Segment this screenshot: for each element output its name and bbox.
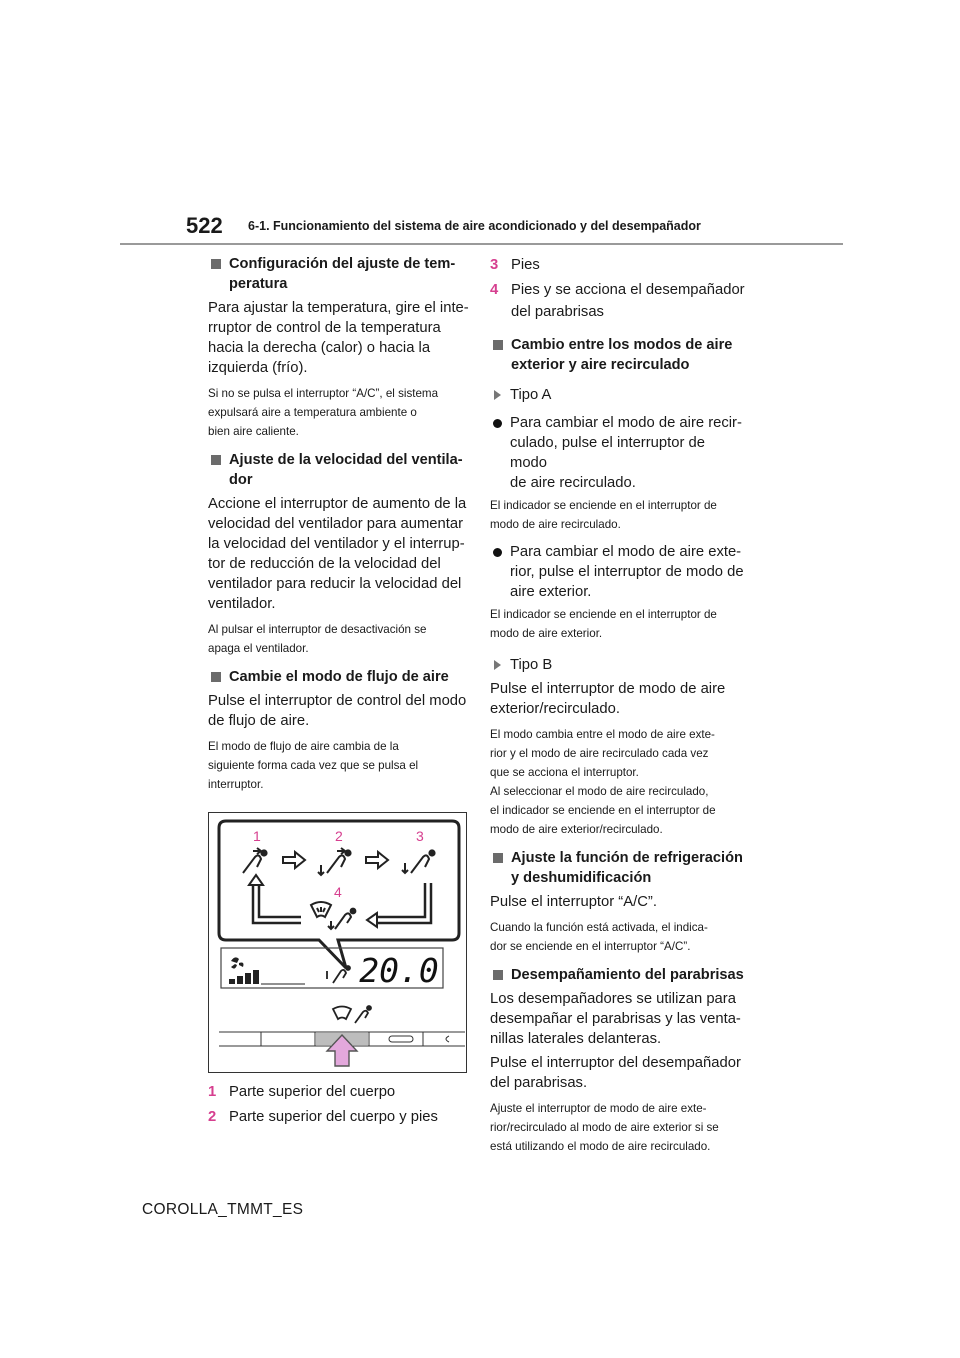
- mode-item-2: 2 Parte superior del cuerpo y pies: [208, 1109, 438, 1125]
- type-b-label: Tipo B: [490, 655, 746, 675]
- heading-fan-speed: Ajuste de la velocidad del ventila- dor: [208, 450, 470, 490]
- running-head: 6-1. Funcionamiento del sistema de aire acondicionado y del desempañador: [248, 219, 701, 233]
- defog-text-2: Pulse el interruptor del desempañador del parabrisas.: [490, 1055, 741, 1091]
- heading-defog: Desempañamiento del parabrisas: [490, 965, 746, 985]
- temperature-readout: 20.0: [359, 951, 439, 990]
- label-4: 4: [334, 884, 342, 900]
- mode-item-1: 1 Parte superior del cuerpo: [208, 1084, 396, 1100]
- temperature-note: Si no se pulsa el interruptor “A/C”, el sistema expulsará aire a temperatura ambiente o bien aire caliente.: [208, 387, 439, 438]
- mode-upper-body-icon: [243, 848, 267, 873]
- label-1: 1: [253, 828, 261, 844]
- temperature-text: Para ajustar la temperatura, gire el inte- rruptor de control de la temperatura hacia la derecha (calor) o hacia la izquierda (frío).: [208, 300, 469, 376]
- airflow-mode-note: El modo de flujo de aire cambia de la siguiente forma cada vez que se pulsa el interruptor.: [208, 740, 419, 791]
- footer-model: COROLLA_TMMT_ES: [142, 1201, 304, 1218]
- type-a-label: Tipo A: [490, 385, 746, 405]
- return-arrow-left: [253, 885, 301, 923]
- defog-button-icon: [333, 1006, 371, 1023]
- header-rule: [120, 243, 843, 245]
- mode-body-and-feet-icon: [318, 848, 351, 875]
- fan-level-bars: [229, 970, 305, 984]
- heading-airflow-mode: Cambie el modo de flujo de aire: [208, 667, 470, 687]
- page-number: 522: [186, 213, 223, 238]
- defog-note: Ajuste el interruptor de modo de aire exte- rior/recirculado al modo de aire exterior si se está utilizando el modo de aire recirculado.: [490, 1102, 719, 1153]
- recirc-bullet-1: Para cambiar el modo de aire recir- culado, pulse el interruptor de modo de aire recirculado.: [490, 413, 746, 493]
- label-2: 2: [335, 828, 343, 844]
- airflow-diagram: [209, 813, 466, 1072]
- mode-item-4: 4 Pies y se acciona el desempañador del parabrisas: [490, 282, 745, 320]
- ac-note: Cuando la función está activada, el indica- dor se enciende en el interruptor “A/C”.: [490, 921, 708, 953]
- fan-speed-text: Accione el interruptor de aumento de la velocidad del ventilador para aumentar la velocidad del ventilador y el interrup- tor de reducción de la velocidad del ventilador para reducir la velocidad del ventilador.: [208, 496, 467, 612]
- recirc-note-1: El indicador se enciende en el interruptor de modo de aire recirculado.: [490, 499, 717, 531]
- mode-item-3: 3 Pies: [490, 257, 540, 273]
- fan-icon: [231, 957, 244, 968]
- type-b-text: Pulse el interruptor de modo de aire exterior/recirculado.: [490, 681, 726, 717]
- type-b-note: El modo cambia entre el modo de aire exte- rior y el modo de aire recirculado cada vez que se acciona el interruptor. Al seleccionar el modo de aire recirculado, el indicador se enciende en el interruptor de modo de aire exterior/recirculado.: [490, 728, 716, 836]
- mode-feet-icon: [402, 850, 435, 873]
- arrow-right-icon: [366, 852, 388, 868]
- ac-text: Pulse el interruptor “A/C”.: [490, 894, 657, 910]
- recirc-bullet-2: Para cambiar el modo de aire exte- rior, pulse el interruptor de modo de aire exterior.: [490, 542, 746, 602]
- fan-speed-note: Al pulsar el interruptor de desactivación se apaga el ventilador.: [208, 623, 427, 655]
- heading-recirculation: Cambio entre los modos de aire exterior y aire recirculado: [490, 335, 746, 375]
- airflow-mode-figure: [208, 812, 467, 1073]
- label-3: 3: [416, 828, 424, 844]
- airflow-mode-text: Pulse el interruptor de control del modo de flujo de aire.: [208, 693, 467, 729]
- recirc-note-2: El indicador se enciende en el interruptor de modo de aire exterior.: [490, 608, 717, 640]
- heading-ac: Ajuste la función de refrigeración y deshumidificación: [490, 848, 746, 888]
- right-column: [490, 254, 746, 1156]
- left-column: [208, 254, 470, 1128]
- defog-text-1: Los desempañadores se utilizan para desempañar el parabrisas y las venta- nillas laterales delanteras.: [490, 991, 741, 1047]
- display-mode-icon: [327, 966, 350, 983]
- mode-feet-defog-icon: [311, 902, 355, 929]
- heading-temperature: Configuración del ajuste de tem- peratura: [208, 254, 470, 294]
- arrow-right-icon: [283, 852, 305, 868]
